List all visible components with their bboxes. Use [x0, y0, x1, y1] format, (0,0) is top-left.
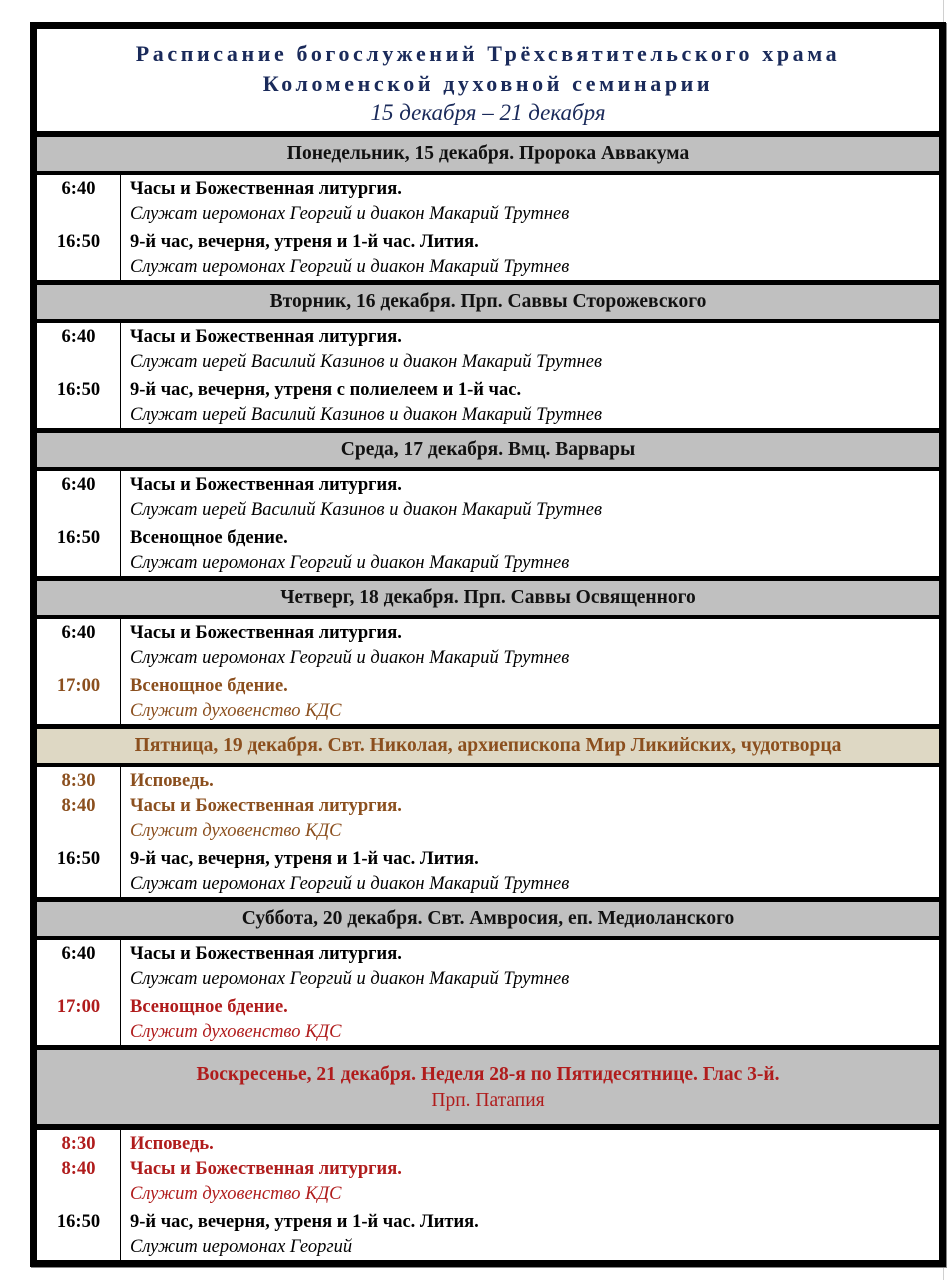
service-time: 16:50	[56, 1212, 101, 1232]
description-column	[121, 471, 939, 576]
service-time: 16:50	[56, 849, 101, 869]
time-column	[37, 767, 121, 897]
service-time: 8:40	[61, 1159, 96, 1179]
service-entry	[130, 767, 939, 844]
day-header-title: Понедельник, 15 декабря. Пророка Аввакума	[286, 143, 690, 164]
day-header	[37, 729, 939, 767]
service-title: 9-й час, вечерня, утреня и 1-й час. Лития.	[130, 232, 479, 252]
service-times	[37, 175, 120, 227]
time-column	[37, 1130, 121, 1260]
service-title: Часы и Божественная литургия.	[130, 179, 402, 199]
service-title: 9-й час, вечерня, утреня с полиелеем и 1-й час.	[130, 380, 522, 400]
service-entry	[130, 844, 939, 897]
service-entry	[130, 671, 939, 724]
service-title: Исповедь.	[130, 771, 214, 791]
services-table	[37, 471, 939, 581]
time-column	[37, 619, 121, 724]
service-times	[37, 1130, 120, 1207]
service-times	[37, 375, 120, 428]
service-title: Часы и Божественная литургия.	[130, 475, 402, 495]
services-table	[37, 175, 939, 285]
time-spacer	[37, 551, 120, 576]
time-spacer	[37, 202, 120, 227]
service-entry	[130, 940, 939, 992]
service-title: Часы и Божественная литургия.	[130, 623, 402, 643]
service-clergy: Служат иеромонах Георгий и диакон Макарий Трутнев	[130, 969, 570, 989]
service-times	[37, 619, 120, 671]
service-time: 8:30	[61, 1134, 96, 1154]
service-title: Всенощное бдение.	[130, 528, 288, 548]
service-entry	[130, 1130, 939, 1207]
service-clergy: Служит духовенство КДС	[130, 1022, 342, 1042]
service-title: Всенощное бдение.	[130, 676, 288, 696]
service-entry	[130, 992, 939, 1045]
description-column	[121, 619, 939, 724]
service-time: 6:40	[61, 327, 96, 347]
day-section	[37, 433, 939, 581]
service-times	[37, 471, 120, 523]
day-section	[37, 137, 939, 285]
service-title: Исповедь.	[130, 1134, 214, 1154]
service-time: 16:50	[56, 380, 101, 400]
service-entry	[130, 619, 939, 671]
schedule-header	[37, 29, 939, 137]
time-spacer	[37, 646, 120, 671]
service-times	[37, 992, 120, 1045]
service-clergy: Служат иеромонах Георгий и диакон Макарий Трутнев	[130, 648, 570, 668]
services-table	[37, 1130, 939, 1260]
service-time: 6:40	[61, 623, 96, 643]
day-header	[37, 1050, 939, 1130]
service-time: 16:50	[56, 528, 101, 548]
service-title: 9-й час, вечерня, утреня и 1-й час. Лития.	[130, 849, 479, 869]
day-section	[37, 581, 939, 729]
service-clergy: Служит духовенство КДС	[130, 1184, 342, 1204]
service-times	[37, 323, 120, 375]
service-time: 6:40	[61, 944, 96, 964]
day-section	[37, 902, 939, 1050]
day-header	[37, 285, 939, 323]
title-line-2: Коломенской духовной семинарии	[262, 71, 714, 96]
services-table	[37, 767, 939, 902]
time-spacer	[37, 1182, 120, 1207]
day-header-title: Четверг, 18 декабря. Прп. Саввы Освященного	[280, 587, 696, 608]
service-clergy: Служат иеромонах Георгий и диакон Макарий Трутнев	[130, 257, 570, 277]
service-title: 9-й час, вечерня, утреня и 1-й час. Лития.	[130, 1212, 479, 1232]
time-spacer	[37, 255, 120, 280]
service-times	[37, 940, 120, 992]
service-time: 6:40	[61, 179, 96, 199]
service-clergy: Служит духовенство КДС	[130, 821, 342, 841]
service-time: 8:40	[61, 796, 96, 816]
services-table	[37, 323, 939, 433]
service-time: 6:40	[61, 475, 96, 495]
service-clergy: Служат иерей Василий Казинов и диакон Макарий Трутнев	[130, 405, 602, 425]
time-spacer	[37, 967, 120, 992]
day-header-title: Суббота, 20 декабря. Свт. Амвросия, еп. Медиоланского	[241, 908, 735, 929]
description-column	[121, 323, 939, 428]
service-time: 17:00	[56, 676, 101, 696]
time-spacer	[37, 699, 120, 724]
services-table	[37, 619, 939, 729]
service-clergy: Служат иеромонах Георгий и диакон Макарий Трутнев	[130, 874, 570, 894]
service-entry	[130, 523, 939, 576]
service-title: Часы и Божественная литургия.	[130, 1159, 402, 1179]
time-column	[37, 175, 121, 280]
service-entry	[130, 1207, 939, 1260]
service-clergy: Служат иерей Василий Казинов и диакон Макарий Трутнев	[130, 352, 602, 372]
service-times	[37, 767, 120, 844]
time-spacer	[37, 350, 120, 375]
service-times	[37, 1207, 120, 1260]
description-column	[121, 175, 939, 280]
time-spacer	[37, 1235, 120, 1260]
time-spacer	[37, 819, 120, 844]
schedule-frame	[30, 22, 946, 1267]
day-section	[37, 729, 939, 902]
day-header-title: Воскресенье, 21 декабря. Неделя 28-я по Пятидесятнице. Глас 3-й.	[196, 1064, 780, 1085]
day-header-title: Среда, 17 декабря. Вмц. Варвары	[340, 439, 636, 460]
days-list	[37, 137, 939, 1260]
service-times	[37, 844, 120, 897]
day-header-title: Вторник, 16 декабря. Прп. Саввы Сторожевского	[269, 291, 707, 312]
day-header-subtitle: Прп. Патапия	[431, 1090, 545, 1111]
service-time: 8:30	[61, 771, 96, 791]
service-time: 17:00	[56, 997, 101, 1017]
service-entry	[130, 323, 939, 375]
service-clergy: Служат иеромонах Георгий и диакон Макарий Трутнев	[130, 204, 570, 224]
service-times	[37, 227, 120, 280]
service-clergy: Служит иеромонах Георгий	[130, 1237, 353, 1257]
service-clergy: Служат иерей Василий Казинов и диакон Макарий Трутнев	[130, 500, 602, 520]
time-spacer	[37, 403, 120, 428]
time-column	[37, 471, 121, 576]
services-table	[37, 940, 939, 1050]
day-header	[37, 433, 939, 471]
description-column	[121, 940, 939, 1045]
service-entry	[130, 375, 939, 428]
time-spacer	[37, 872, 120, 897]
day-header	[37, 581, 939, 619]
day-header-title: Пятница, 19 декабря. Свт. Николая, архиепископа Мир Ликийских, чудотворца	[134, 735, 842, 756]
service-entry	[130, 471, 939, 523]
service-times	[37, 523, 120, 576]
date-range: 15 декабря – 21 декабря	[370, 100, 606, 125]
service-clergy: Служит духовенство КДС	[130, 701, 342, 721]
time-spacer	[37, 1020, 120, 1045]
service-clergy: Служат иеромонах Георгий и диакон Макарий Трутнев	[130, 553, 570, 573]
service-title: Часы и Божественная литургия.	[130, 327, 402, 347]
title-line-1: Расписание богослужений Трёхсвятительского храма	[135, 41, 841, 66]
service-times	[37, 671, 120, 724]
day-section	[37, 1050, 939, 1260]
service-entry	[130, 227, 939, 280]
time-spacer	[37, 498, 120, 523]
description-column	[121, 1130, 939, 1260]
service-title: Часы и Божественная литургия.	[130, 944, 402, 964]
service-time: 16:50	[56, 232, 101, 252]
service-entry	[130, 175, 939, 227]
description-column	[121, 767, 939, 897]
day-header	[37, 137, 939, 175]
day-section	[37, 285, 939, 433]
time-column	[37, 323, 121, 428]
day-header	[37, 902, 939, 940]
service-title: Всенощное бдение.	[130, 997, 288, 1017]
service-title: Часы и Божественная литургия.	[130, 796, 402, 816]
time-column	[37, 940, 121, 1045]
